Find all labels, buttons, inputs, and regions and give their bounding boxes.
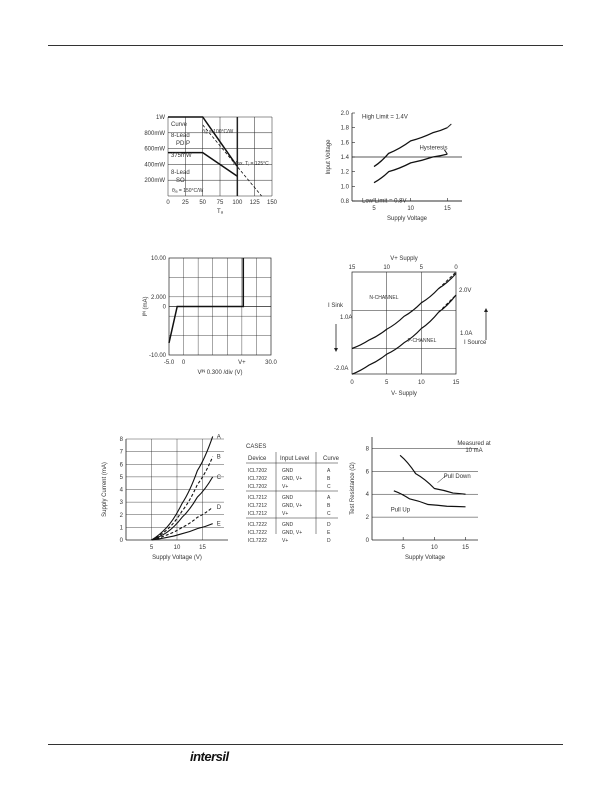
table-cell: ICL7212 <box>248 503 267 509</box>
table-cell: C <box>327 484 331 490</box>
y-axis-label: Iᴵᴺ (mA) <box>143 296 149 317</box>
curve-label: A <box>216 434 221 441</box>
y-tick-label: 2.0 <box>340 111 349 117</box>
x-tick-label: 150 <box>266 200 278 206</box>
x-tick-label: 5 <box>401 545 405 551</box>
arrow-head <box>447 124 451 128</box>
x-tick-label: 10 <box>173 545 181 551</box>
series-line <box>152 524 213 540</box>
y-tick-label: 0 <box>119 538 123 544</box>
table-cell: GND, V+ <box>282 530 303 536</box>
annotation: Curve <box>171 122 188 128</box>
table-cell: ICL7222 <box>248 530 267 536</box>
x-tick-label: 30.0 <box>265 360 277 366</box>
x-tick-label: 15 <box>452 380 460 386</box>
x-axis-label: Tₐ <box>217 209 223 215</box>
table-cell: ICL7202 <box>248 468 267 474</box>
top-axis-label: V+ Supply <box>390 256 418 262</box>
annotation: 8-Lead <box>171 133 190 139</box>
x-tick-label: 0 <box>166 200 170 206</box>
right-label: 2.0V <box>459 288 472 294</box>
y-tick-label: 2 <box>119 512 123 519</box>
y-tick-label: 6 <box>119 462 123 469</box>
sink-arrow-head <box>334 348 338 352</box>
footer-rule <box>48 744 563 745</box>
y-tick-label: 8 <box>119 437 123 443</box>
table-cell: D <box>327 522 331 528</box>
x-tick-label: 75 <box>216 200 224 206</box>
series-line <box>352 295 456 374</box>
x-tick-label: 125 <box>249 200 260 206</box>
intersil-logo: intersil <box>190 749 229 764</box>
curve-label: E <box>216 521 221 528</box>
y-tick-label: 1.0 <box>340 184 349 191</box>
y-tick-label: 3 <box>119 500 123 507</box>
x-tick-label: 10 <box>417 380 425 386</box>
x-tick-label: V+ <box>238 360 246 366</box>
annotation: 8-Lead <box>171 170 190 176</box>
y-tick-label: 1 <box>119 525 123 532</box>
x-tick-label: -5.0 <box>163 360 175 366</box>
annotation: θⱼₐ = 100°C/W <box>202 129 234 135</box>
curve-label: B <box>216 454 221 461</box>
table-cell: E <box>327 530 331 536</box>
annotation: 375mW <box>171 153 192 159</box>
curve-label: C <box>216 474 222 481</box>
annotation: SO <box>176 178 185 184</box>
annotation: Low Limit = 0.8V <box>362 198 407 205</box>
x-tick-label: 0 <box>350 380 354 386</box>
x-axis-label: Vᴵᴺ 0.300 /div (V) <box>197 370 243 376</box>
table-cell: ICL7222 <box>248 538 267 544</box>
y-tick-label: 10.00 <box>150 256 166 262</box>
series-line <box>374 154 447 183</box>
y-tick-label: 400mW <box>144 162 165 169</box>
table-cell: V+ <box>282 538 289 544</box>
table-cell: V+ <box>282 511 289 517</box>
top-tick-label: 10 <box>383 265 391 271</box>
y-tick-label: 7 <box>119 449 123 456</box>
table-cell: V+ <box>282 484 289 490</box>
x-tick-label: 5 <box>149 545 154 551</box>
table-cell: GND, V+ <box>282 503 303 509</box>
right-label: 1.0A <box>460 331 473 337</box>
table-cell: ICL7202 <box>248 484 267 490</box>
x-axis-label: Supply Voltage <box>404 555 446 561</box>
table-header: Device <box>248 456 267 462</box>
x-tick-label: 0 <box>181 360 186 366</box>
left-label: -2.0A <box>334 366 349 373</box>
y-tick-label: 0 <box>162 304 166 311</box>
x-tick-label: 15 <box>443 206 451 212</box>
table-cell: A <box>327 495 331 501</box>
annotation: Hysteresis <box>419 145 448 152</box>
series-line <box>169 258 243 343</box>
y-axis-label: Test Resistance (Ω) <box>350 462 356 515</box>
table-cell: ICL7212 <box>248 511 267 517</box>
y-tick-label: 1.8 <box>340 125 349 132</box>
top-tick-label: 0 <box>454 265 458 271</box>
y-tick-label: 1.4 <box>340 155 349 161</box>
y-tick-label: 4 <box>365 492 369 499</box>
x-axis-label: V- Supply <box>391 391 417 397</box>
table-cell: B <box>327 476 331 482</box>
table-cell: ICL7222 <box>248 522 267 528</box>
table-cell: ICL7212 <box>248 495 267 501</box>
y-tick-label: 1.6 <box>340 140 349 147</box>
series-line <box>152 436 213 540</box>
table-title: CASES <box>246 444 267 450</box>
annotation: High Limit = 1.4V <box>362 114 408 121</box>
y-tick-label: 1W <box>156 115 165 121</box>
table-cell: GND <box>282 468 294 474</box>
x-axis-label: Supply Voltage (V) <box>152 555 202 561</box>
y-tick-label: 1.2 <box>340 169 349 176</box>
x-tick-label: 100 <box>232 200 243 206</box>
left-label: I Sink <box>328 303 344 309</box>
table-cell: D <box>327 538 331 544</box>
y-axis-label: Input Voltage <box>326 139 332 175</box>
table-header: Curve <box>323 456 340 462</box>
table-cell: B <box>327 503 331 509</box>
y-tick-label: 2.000 <box>150 294 166 301</box>
left-label: 1.0A <box>340 315 353 321</box>
y-tick-label: 600mW <box>144 146 165 153</box>
x-tick-label: 25 <box>181 200 189 206</box>
x-tick-label: 5 <box>372 206 376 212</box>
series-label: P-CHANNEL <box>407 338 437 344</box>
table-cell: GND <box>282 495 294 501</box>
top-tick-label: 15 <box>348 265 356 271</box>
annotation: Max. Tⱼ = 125°C <box>233 161 269 167</box>
annotation: 10 mA <box>465 448 483 454</box>
y-tick-label: -10.00 <box>148 353 166 359</box>
x-tick-label: 15 <box>199 545 206 551</box>
y-tick-label: 0 <box>365 538 369 544</box>
y-tick-label: 6 <box>365 469 369 476</box>
y-tick-label: 5 <box>119 474 123 481</box>
table-cell: ICL7202 <box>248 476 267 482</box>
series-label: Pull Up <box>390 507 411 514</box>
series-line <box>152 477 213 540</box>
y-tick-label: 8 <box>365 446 369 453</box>
y-axis-label: Supply Current (mA) <box>102 462 108 517</box>
x-tick-label: 10 <box>431 545 438 551</box>
source-arrow-head <box>484 308 488 312</box>
y-tick-label: 2 <box>365 515 369 522</box>
x-tick-label: 15 <box>462 545 469 551</box>
top-tick-label: 5 <box>419 265 424 271</box>
table-cell: GND <box>282 522 294 528</box>
table-cell: C <box>327 511 331 517</box>
y-tick-label: 200mW <box>144 178 165 185</box>
x-axis-label: Supply Voltage <box>386 216 428 222</box>
curve-label: D <box>216 505 222 512</box>
annotation: θⱼₐ = 150°C/W <box>172 188 204 194</box>
x-tick-label: 50 <box>199 200 207 206</box>
table-cell: A <box>327 468 331 474</box>
x-tick-label: 5 <box>384 380 389 386</box>
series-label: Pull Down <box>443 474 471 481</box>
y-tick-label: 800mW <box>144 130 165 137</box>
y-tick-label: 4 <box>119 487 123 494</box>
annotation: PDIP <box>176 141 191 147</box>
table-cell: GND, V+ <box>282 476 303 482</box>
annotation: Measured at <box>457 441 491 447</box>
table-header: Input Level <box>280 456 310 462</box>
x-tick-label: 10 <box>407 206 415 212</box>
y-tick-label: 0.8 <box>340 199 349 205</box>
series-label: N-CHANNEL <box>369 295 399 301</box>
right-label: I Source <box>464 340 487 346</box>
